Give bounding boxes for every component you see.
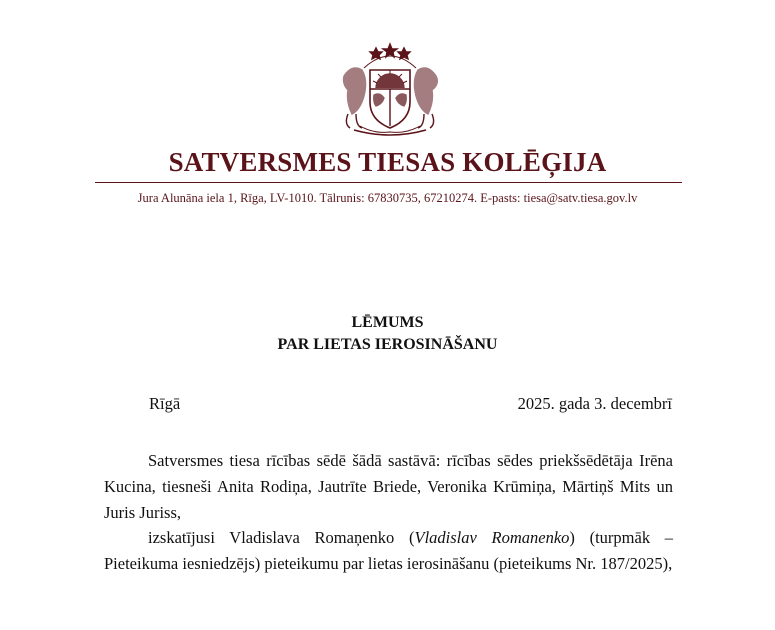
court-address: Jura Alunāna iela 1, Rīga, LV-1010. Tālrunis: 67830735, 67210274. E-pasts: tiesa@satv.tiesa.gov.lv [137,191,638,205]
decision-title [0,312,775,356]
review-text-start: izskatījusi Vladislava Romaņenko ( [148,528,415,548]
decision-date: 2025. gada 3. decembrī [517,394,672,413]
applicant-name-original: Vladislav Romanenko [414,528,570,548]
decision-place: Rīgā [149,394,181,413]
header-divider [95,182,682,183]
court-name-heading: SATVERSMES TIESAS KOLĒĢIJA [168,147,607,177]
composition-paragraph: Satversmes tiesa rīcības sēdē šādā sastāvā: rīcības sēdes priekšsēdētāja Irēna Kucina, tiesneši Anita Rodiņa, Jautrīte Briede, Veronika Krūmiņa, Mārtiņš Mits un Juris Juriss, [104,451,673,522]
review-paragraph [104,525,673,577]
decision-title-line2: PAR LIETAS IEROSINĀŠANU [277,336,498,353]
review-text-end: ) (turpmāk – Pieteikuma iesniedzējs) pieteikumu par lietas ierosināšanu (pieteikums Nr. 187/2025), [104,528,674,574]
decision-title-line1: LĒMUMS [351,314,424,331]
decision-body [104,448,673,577]
coat-of-arms-icon [334,40,446,140]
